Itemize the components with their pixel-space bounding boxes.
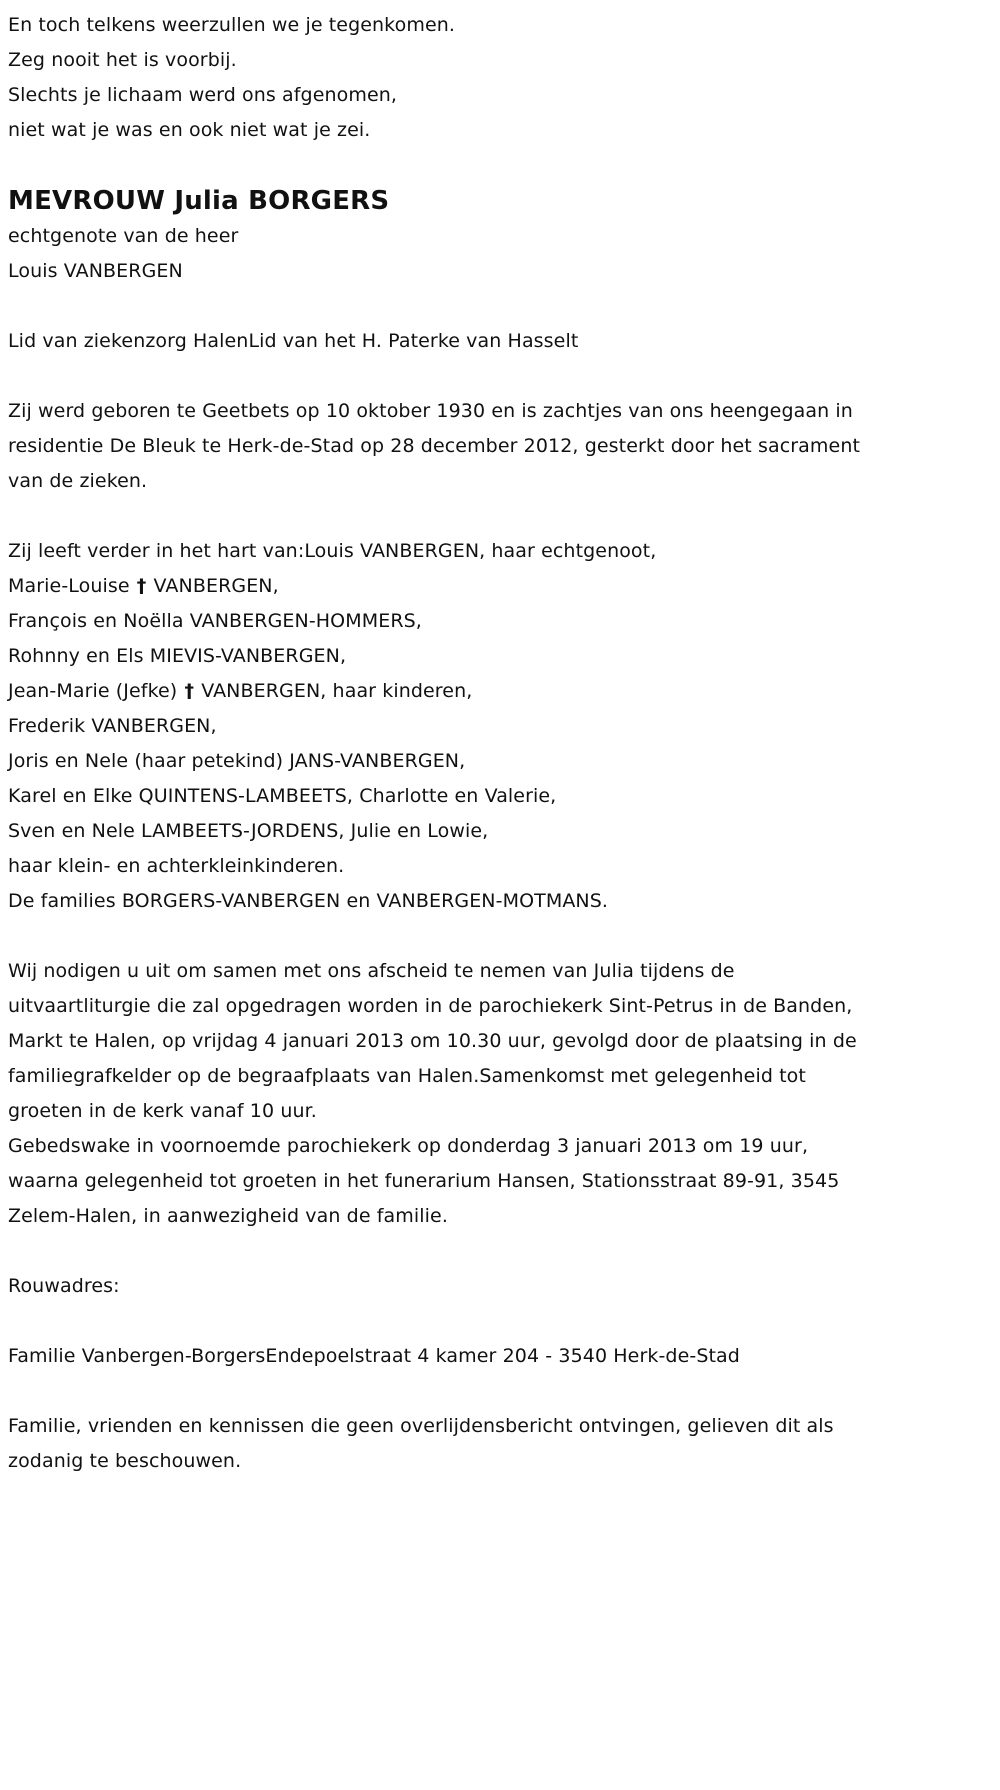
prayer-vigil: Gebedswake in voornoemde parochiekerk op donderdag 3 januari 2013 om 19 uur, waarna gelegenheid tot groeten in het funerarium Hansen, Stationsstraat 89-91, 3545 Zelem-Halen, in aanwezigheid van de familie. (8, 1135, 840, 1227)
poem (8, 8, 878, 148)
mourning-address: Familie Vanbergen-BorgersEndepoelstraat 4 kamer 204 - 3540 Herk-de-Stad (8, 1345, 740, 1367)
survivors-list (8, 534, 878, 919)
spacer (8, 289, 990, 324)
deceased-name-heading: MEVROUW Julia BORGERS (8, 186, 390, 216)
survivor-line: haar klein- en achterkleinkinderen. (8, 855, 345, 877)
poem-line: En toch telkens weerzullen we je tegenkomen. (8, 14, 456, 36)
relation-label: echtgenote van de heer (8, 225, 239, 247)
dagger-icon: † (184, 680, 195, 702)
survivor-line: Karel en Elke QUINTENS-LAMBEETS, Charlotte en Valerie, (8, 785, 557, 807)
life-details: Zij werd geboren te Geetbets op 10 oktober 1930 en is zachtjes van ons heengegaan in residentie De Bleuk te Herk-de-Stad op 28 december 2012, gesterkt door het sacrament van de zieken. (8, 400, 861, 492)
survivors-intro: Zij leeft verder in het hart van:Louis VANBERGEN, haar echtgenoot, (8, 540, 657, 562)
closing-note: Familie, vrienden en kennissen die geen overlijdensbericht ontvingen, gelieven dit als zodanig te beschouwen. (8, 1415, 834, 1472)
spacer (8, 919, 990, 954)
survivor-line: Frederik VANBERGEN, (8, 715, 217, 737)
spacer (8, 1304, 990, 1339)
survivor-line: François en Noëlla VANBERGEN-HOMMERS, (8, 610, 422, 632)
spacer (8, 359, 990, 394)
poem-line: Zeg nooit het is voorbij. (8, 49, 237, 71)
spacer (8, 1374, 990, 1409)
spacer (8, 499, 990, 534)
dagger-icon: † (136, 575, 147, 597)
spacer (8, 148, 990, 183)
survivor-line: Rohnny en Els MIEVIS-VANBERGEN, (8, 645, 347, 667)
survivor-line: De families BORGERS-VANBERGEN en VANBERGEN-MOTMANS. (8, 890, 609, 912)
survivor-line: Sven en Nele LAMBEETS-JORDENS, Julie en Lowie, (8, 820, 489, 842)
spacer (8, 1234, 990, 1269)
memberships: Lid van ziekenzorg HalenLid van het H. Paterke van Hasselt (8, 330, 579, 352)
survivor-line: Joris en Nele (haar petekind) JANS-VANBERGEN, (8, 750, 466, 772)
mourning-address-label: Rouwadres: (8, 1275, 120, 1297)
deceased-relation (8, 219, 878, 289)
service-invitation: Wij nodigen u uit om samen met ons afscheid te nemen van Julia tijdens de uitvaartliturgie die zal opgedragen worden in de parochiekerk Sint-Petrus in de Banden, Markt te Halen, op vrijdag 4 januari 2013 om 10.30 uur, gevolgd door de plaatsing in de familiegrafkelder op de begraafplaats van Halen.Samenkomst met gelegenheid tot groeten in de kerk vanaf 10 uur. (8, 960, 857, 1122)
survivor-line: Jean-Marie (Jefke) † VANBERGEN, haar kinderen, (8, 680, 473, 702)
poem-line: niet wat je was en ook niet wat je zei. (8, 119, 371, 141)
spouse-name: Louis VANBERGEN (8, 260, 183, 282)
poem-line: Slechts je lichaam werd ons afgenomen, (8, 84, 398, 106)
survivor-line: Marie-Louise † VANBERGEN, (8, 575, 279, 597)
